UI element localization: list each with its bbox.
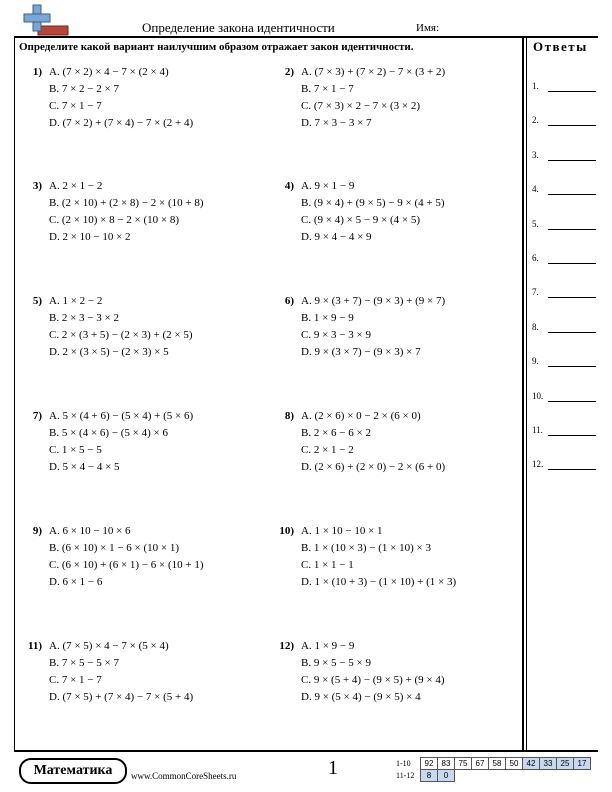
problem-number: 4) [284,180,294,192]
answer-line-7[interactable] [532,284,596,298]
answer-number: 5. [532,218,539,229]
answer-number: 3. [532,149,539,160]
score-cell-empty [472,770,489,782]
answer-line-11[interactable] [532,422,596,436]
option-c: C. (2 × 10) × 8 − 2 × (10 × 8) [49,214,180,226]
option-a: A. 9 × (3 + 7) − (9 × 3) + (9 × 7) [301,295,446,307]
option-d: D. (7 × 5) + (7 × 4) − 7 × (5 + 4) [49,691,194,703]
option-b: B. 2 × 6 − 6 × 2 [301,427,371,439]
score-cell: 50 [506,758,523,770]
option-b: B. (9 × 4) + (9 × 5) − 9 × (4 + 5) [301,197,445,209]
option-a: A. 2 × 1 − 2 [49,180,103,192]
answer-blank[interactable] [548,332,596,333]
header-divider [14,36,598,38]
option-a: A. (2 × 6) × 0 − 2 × (6 × 0) [301,410,421,422]
option-a: A. 1 × 2 − 2 [49,295,103,307]
problem-number: 7) [32,410,42,422]
answer-line-1[interactable] [532,78,596,92]
answer-line-6[interactable] [532,250,596,264]
option-c: C. 2 × (3 + 5) − (2 × 3) + (2 × 5) [49,329,193,341]
score-cell: 42 [523,758,540,770]
score-cell: 8 [421,770,438,782]
option-c: C. (7 × 3) × 2 − 7 × (3 × 2) [301,100,421,112]
score-cell-empty [506,770,523,782]
option-a: A. (7 × 3) + (7 × 2) − 7 × (3 + 2) [301,66,446,78]
option-b: B. 1 × (10 × 3) − (1 × 10) × 3 [301,542,432,554]
option-d: D. 2 × 10 − 10 × 2 [49,231,131,243]
option-b: B. 7 × 5 − 5 × 7 [49,657,119,669]
problem-options [49,64,193,132]
score-cell: 75 [455,758,472,770]
answer-line-8[interactable] [532,319,596,333]
score-row [396,758,591,770]
score-cell-empty [574,770,591,782]
option-d: D. 9 × (5 × 4) − (9 × 5) × 4 [301,691,421,703]
subject-badge: Математика [19,758,127,784]
score-cell-empty [455,770,472,782]
problem-options [49,178,204,246]
option-c: C. 7 × 1 − 7 [49,100,102,112]
option-b: B. 1 × 9 − 9 [301,312,354,324]
problem-number: 5) [32,295,42,307]
plus-logo-icon [22,4,72,38]
answer-blank[interactable] [548,229,596,230]
problem-options [301,638,445,706]
problem-number: 1) [32,66,42,78]
problem-options [49,408,193,476]
score-cell-empty [489,770,506,782]
problem-number: 2) [284,66,294,78]
score-cell: 33 [540,758,557,770]
score-cell-empty [523,770,540,782]
option-a: A. (7 × 2) × 4 − 7 × (2 × 4) [49,66,169,78]
score-cell: 83 [438,758,455,770]
option-b: B. 7 × 1 − 7 [301,83,354,95]
option-b: B. 9 × 5 − 5 × 9 [301,657,371,669]
problem-number: 8) [284,410,294,422]
answer-number: 9. [532,356,539,367]
score-cell: 0 [438,770,455,782]
option-a: A. 5 × (4 + 6) − (5 × 4) + (5 × 6) [49,410,194,422]
answer-line-5[interactable] [532,216,596,230]
problem-number: 11) [27,640,42,652]
option-d: D. (7 × 2) + (7 × 4) − 7 × (2 + 4) [49,117,194,129]
problem-number: 10) [279,525,294,537]
answer-line-10[interactable] [532,388,596,402]
option-b: B. 7 × 2 − 2 × 7 [49,83,119,95]
option-b: B. 5 × (4 × 6) − (5 × 4) × 6 [49,427,169,439]
option-b: B. 2 × 3 − 3 × 2 [49,312,119,324]
problem-options [49,638,193,706]
score-cell: 92 [421,758,438,770]
page-number: 1 [328,757,338,779]
answers-divider-inner [526,36,527,750]
footer-divider [14,750,598,752]
option-d: D. 9 × (3 × 7) − (9 × 3) × 7 [301,346,421,358]
problem-options [49,293,193,361]
name-label: Имя: [416,22,440,34]
answer-line-9[interactable] [532,353,596,367]
score-cell: 67 [472,758,489,770]
answer-blank[interactable] [548,125,596,126]
option-c: C. 1 × 1 − 1 [301,559,354,571]
problem-options [301,293,445,361]
answer-number: 1. [532,81,539,91]
answer-number: 4. [532,184,539,195]
score-cell-empty [540,770,557,782]
score-row [396,770,591,782]
problem-options [301,408,445,476]
answer-line-2[interactable] [532,112,596,126]
instructions: Определите какой вариант наилучшим образом отражает закон идентичности. [19,41,414,53]
answer-line-12[interactable] [532,456,596,470]
answer-number: 12. [532,459,544,470]
option-d: D. 9 × 4 − 4 × 9 [301,231,372,243]
option-b: B. (2 × 10) + (2 × 8) − 2 × (10 + 8) [49,197,204,209]
answer-blank[interactable] [548,160,596,161]
option-d: D. 7 × 3 − 3 × 7 [301,117,372,129]
option-c: C. (9 × 4) × 5 − 9 × (4 × 5) [301,214,421,226]
option-b: B. (6 × 10) × 1 − 6 × (10 × 1) [49,542,180,554]
option-c: C. 9 × (5 + 4) − (9 × 5) + (9 × 4) [301,674,445,686]
answer-number: 8. [532,321,539,332]
problem-options [301,64,445,132]
main-left-border [14,36,15,750]
answer-blank[interactable] [548,194,596,195]
option-a: A. 1 × 9 − 9 [301,640,355,652]
answers-title: Ответы [533,39,588,54]
answer-blank[interactable] [548,91,596,92]
option-c: C. 7 × 1 − 7 [49,674,102,686]
worksheet-title: Определение закона идентичности [142,20,335,35]
problem-number: 12) [279,640,294,652]
option-c: C. 9 × 3 − 3 × 9 [301,329,371,341]
score-cell: 17 [574,758,591,770]
option-a: A. 6 × 10 − 10 × 6 [49,525,131,537]
option-c: C. 1 × 5 − 5 [49,444,102,456]
option-c: C. (6 × 10) + (6 × 1) − 6 × (10 + 1) [49,559,204,571]
problem-options [301,523,456,591]
score-range: 1-10 [396,759,411,768]
site-url: www.CommonCoreSheets.ru [131,771,237,781]
answer-blank[interactable] [548,297,596,298]
answer-blank[interactable] [548,435,596,436]
score-cell-empty [557,770,574,782]
score-cell: 58 [489,758,506,770]
score-cell: 25 [557,758,574,770]
answer-blank[interactable] [548,469,596,470]
option-d: D. 6 × 1 − 6 [49,576,103,588]
problem-options [301,178,445,246]
answer-blank[interactable] [548,263,596,264]
answer-number: 6. [532,253,539,263]
option-c: C. 2 × 1 − 2 [301,444,354,456]
answer-number: 11. [532,425,543,435]
problem-number: 3) [32,180,42,192]
option-a: A. 1 × 10 − 10 × 1 [301,525,383,537]
option-d: D. (2 × 6) + (2 × 0) − 2 × (6 + 0) [301,461,446,473]
answer-line-3[interactable] [532,147,596,161]
option-d: D. 2 × (3 × 5) − (2 × 3) × 5 [49,346,169,358]
answer-blank[interactable] [548,401,596,402]
answer-line-4[interactable] [532,181,596,195]
option-d: D. 5 × 4 − 4 × 5 [49,461,120,473]
option-a: A. (7 × 5) × 4 − 7 × (5 × 4) [49,640,169,652]
answers-divider [522,36,524,750]
option-d: D. 1 × (10 + 3) − (1 × 10) + (1 × 3) [301,576,457,588]
answer-number: 2. [532,115,539,126]
score-table [396,757,591,782]
answer-number: 10. [532,390,544,401]
problem-number: 6) [284,295,294,307]
answer-blank[interactable] [548,366,596,367]
option-a: A. 9 × 1 − 9 [301,180,355,192]
problem-number: 9) [32,525,42,537]
problem-options [49,523,204,591]
score-range: 11-12 [396,771,415,780]
answer-number: 7. [532,287,539,298]
